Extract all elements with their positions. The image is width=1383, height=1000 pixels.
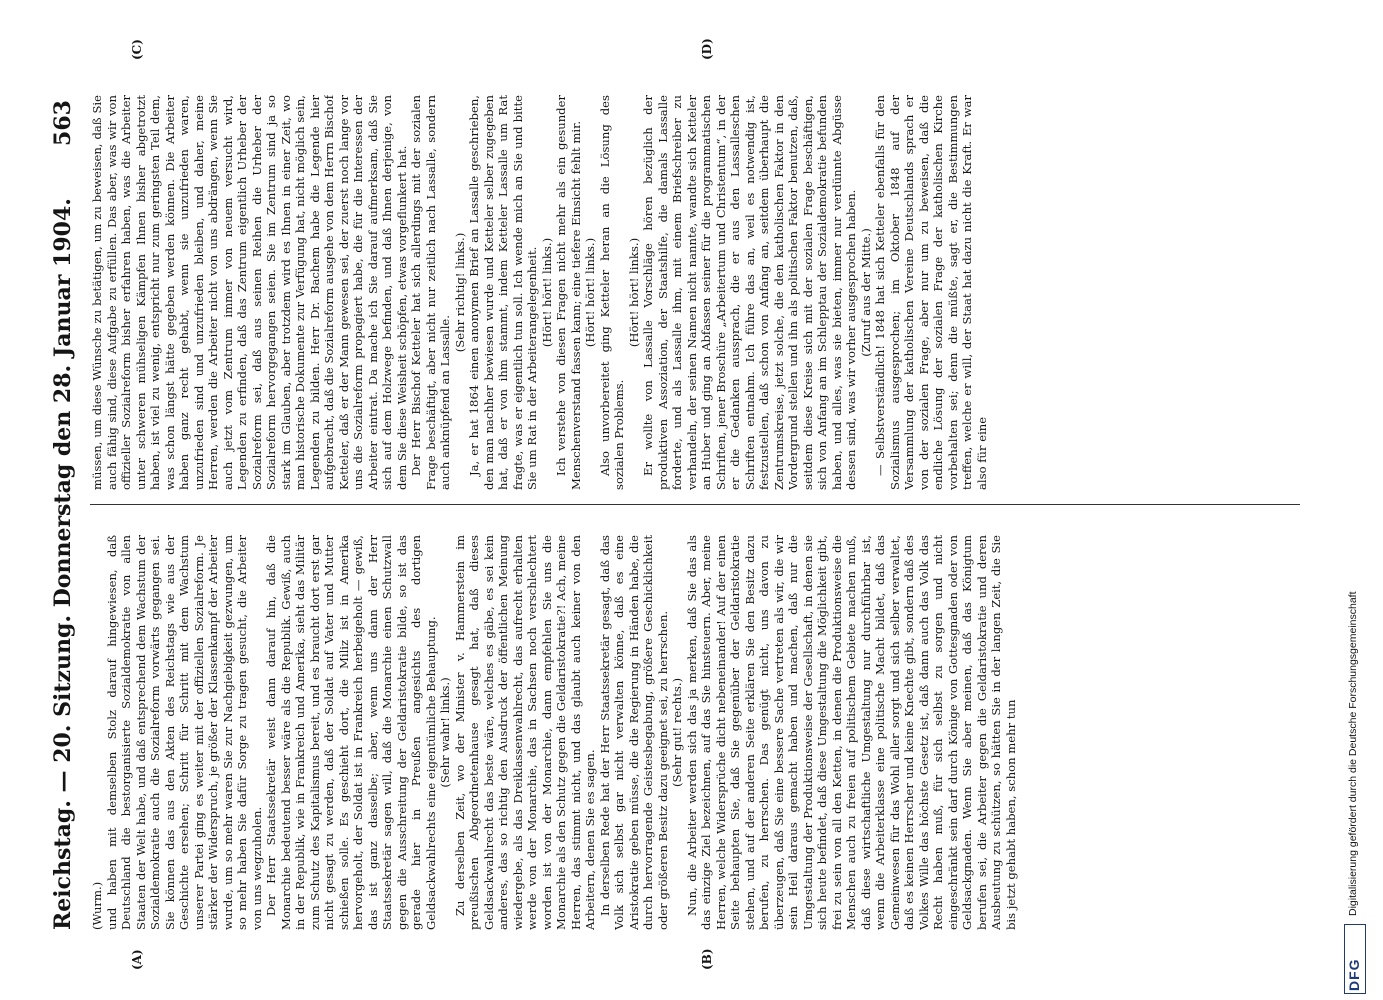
interjection: (Hört! hört! links.) xyxy=(539,237,554,348)
paragraph: Nun, die Arbeiter werden sich das ja merken, daß Sie das als das einzige Ziel bezeichnen, auf das Sie hinsteuern. Aber, meine Herren, welche Widersprüche dicht nebeneinander! Auf der einen Seite behaupten Sie, daß Sie gegenüber der Geldaristokratie stehen, und auf der anderen Seite erklären Sie den Besitz dazu berufen, zu herrschen. Das genügt nicht, uns davon zu überzeugen, daß Sie eine bessere Sache vertreten als wir, die wir sein Heil daraus gemacht haben und machen, daß nur die Umgestaltung der Produktionsweise der Gesellschaft, in denen sie sich heute befindet, daß diese Umgestaltung die Möglichkeit gibt, frei zu sein von all den Ketten, in denen die Produktionsweise die Menschen auch zu freien auf politischem Gebiete machen muß, daß diese wirtschaftliche Umgestaltung nur durchführbar ist, wenn die Arbeiterklasse eine politische Macht bildet, daß das Gemeinwesen für das Wohl aller sorgt und sich selber verwaltet, daß es keinen Herrscher und keine Knechte gibt, sondern daß des Volkes Wille das höchste Gesetz ist, daß dann auch das Volk das Recht haben muß, für sich selbst zu sorgen und nicht eingeschränkt sein darf durch Könige von Gottesgnaden oder von Geldsackgnaden. Wenn Sie aber meinen, daß das Königtum berufen sei, die Arbeiter gegen die Geldaristokratie und deren Ausbeutung zu schützen, so hätten Sie in der langen Zeit, die Sie bis jetzt gehabt haben, schon mehr tun xyxy=(684,535,1018,930)
dfg-logo xyxy=(1344,924,1366,994)
margin-letter-d: (D) xyxy=(700,38,714,60)
interjection: (Hört! hört! links.) xyxy=(583,237,597,348)
paragraph: müssen, um diese Wünsche zu betätigen, um zu beweisen, daß Sie auch fähig sind, diese Aufgabe zu erfüllen. Das aber, was wir von offizieller Sozialreform bisher erfahren haben, was die Arbeiter unter schweren mühseligen Kämpfen Ihnen bisher abgetrotzt haben, ist viel zu wenig, entspricht nur zum geringsten Teil dem, was schon längst hätte gegeben werden können. Die Arbeiter haben ganz recht gehabt, wenn sie unzufrieden waren, unzufrieden sind und unzufrieden bleiben, und daher, meine Herren, werden die Arbeiter nicht von uns abdrängen, wenn Sie auch jetzt vom Zentrum immer von neuem versucht wird, Legenden zu erfinden, daß das Zentrum eigentlich Urheber der Sozialreform sei, daß aus seinen Reihen die Urheber der Sozialreform hervorgegangen seien. Sie im Zentrum sind ja so stark im Glauben, aber trotzdem wird es Ihnen in einer Zeit, wo man historische Dokumente zur Verfügung hat, nicht möglich sein, Legenden zu bilden. Herr Dr. Bachem habe die Legende hier aufgebracht, daß die Sozialreform ausgehe von dem Herrn Bischof Ketteler, daß er der Mann gewesen sei, der zuerst noch lange vor uns die Sozialreform propagiert habe, die für die Interessen der Arbeiter eintrat. Da mache ich Sie darauf aufmerksam, daß Sie sich auf dem Holzwege befinden, und daß Ihnen derjenige, von dem Sie diese Weisheit schöpfen, etwas vorgeflunkert hat. xyxy=(90,95,409,490)
paragraph: Der Herr Bischof Ketteler hat sich allerdings mit der sozialen Frage beschäftigt, aber nicht nur zeitlich nach Lassalle, sondern auch anknüpfend an Lassalle. xyxy=(409,95,452,490)
margin-letter-a: (A) xyxy=(130,949,144,970)
page-number: 563 xyxy=(50,100,76,146)
footer-rotated xyxy=(1337,0,1383,1000)
column-divider xyxy=(90,504,1300,505)
paragraph: Ich verstehe von diesen Fragen nicht mehr als ein gesunder Menschenverstand fassen kann; eine tiefere Einsicht fehlt mir. xyxy=(554,95,583,490)
right-column xyxy=(90,95,1300,490)
paragraph: und haben mit demselben Stolz darauf hingewiesen, daß Deutschland die bestorganisierte Sozialdemokratie von allen Staaten der Welt habe, und daß entsprechend dem Wachstum der Sozialdemokratie auch die Sozialreform vorwärts gegangen sei. Sie können das aus den Akten des Reichstags wie aus der Geschichte ersehen; Schritt für Schritt mit dem Wachstum unserer Partei ging es weiter mit der offiziellen Sozialreform. Je stärker der Widerspruch, je größer der Klassenkampf der Arbeiter wurde, um so mehr waren Sie zur Nachgiebigkeit gezwungen, um so mehr haben Sie dafür Sorge zu tragen gesucht, die Arbeiter von uns wegzuholen. xyxy=(104,535,264,930)
paragraph: Er wollte von Lassalle Vorschläge hören bezüglich der produktiven Assoziation, der Staatshilfe, die damals Lassalle forderte, und als Lassalle ihm, mit einem Briefschreiber zu verhandeln, der seinen Namen nicht nannte, wandte sich Ketteler an Huber und ging an Abfassen seiner für die programmatischen Schriften, jener Broschüre „Arbeitertum und Christentum“, in der er die Gedanken aussprach, die er aus den Lassalleschen Schriften entnahm. Ich führe das an, weil es notwendig ist, festzustellen, daß schon von Anfang an, seitdem überhaupt die Zentrumskreise, jetzt solche, die den katholischen Faktor in den Vordergrund stellen und ihn als politischen Faktor benutzen, daß, seitdem diese Kreise sich mit der sozialen Frage beschäftigen, sich von Anfang an im Schlepptau der Sozialdemokratie befunden haben, und alles, was sie bieten, immer nur verdünnte Abgüsse dessen sind, was wir vorher ausgesprochen haben. xyxy=(641,95,858,490)
paragraph: Also unvorbereitet ging Ketteler heran an die Lösung des sozialen Problems. xyxy=(597,95,626,490)
footer-credit: Digitalisierung gefördert durch die Deutsche Forschungsgemeinschaft xyxy=(1347,591,1359,916)
left-column xyxy=(90,535,1300,930)
dfg-logo-text: DFG xyxy=(1346,958,1362,991)
margin-letter-b: (B) xyxy=(700,948,714,970)
interjection: (Zuruf aus der Mitte.) xyxy=(858,228,873,357)
paragraph: Ja, er hat 1864 einen anonymen Brief an Lassalle geschrieben, den man nachher bewiesen wurde und Ketteler selber zugegeben hat, daß er von ihm stammt, indem Ketteler Lassalle um Rat fragte, was er eigentlich tun soll. Ich wende mich an Sie und bitte Sie um Rat in der Arbeiterangelegenheit. xyxy=(467,95,539,490)
interjection: (Hört! hört! links.) xyxy=(626,237,641,348)
paragraph: Zu derselben Zeit, wo der Minister v. Hammerstein im preußischen Abgeordnetenhause gesagt hat, daß dieses Geldsackwahlrecht das beste wäre, welches es gäbe, es sei kein anderes, das so richtig den Ausdruck der öffentlichen Meinung wiedergebe, als das Dreiklassenwahlrecht, das aufrecht erhalten werde von der Monarchie, das in Sachsen noch verschlechtert worden ist von der Monarchie, dann empfehlen Sie uns die Monarchie als den Schutz gegen die Geldaristokratie?! Ach, meine Herren, das stimmt nicht, und das glaubt auch keiner von den Arbeitern, denen Sie es sagen. xyxy=(452,535,597,930)
paragraph: — Selbstverständlich! 1848 hat sich Ketteler ebenfalls für den Sozialismus ausgesprochen; im Oktober 1848 auf der Versammlung der katholischen Vereine Deutschlands sprach er von der sozialen Frage, aber nur um zu beweisen, daß die endliche Lösung der sozialen Frage der katholischen Kirche vorbehalten sei; denn die müßte, sagt er, die Bestimmungen treffen, welche er will, der Staat hat dazu nicht die Kraft. Er war also für eine xyxy=(873,95,989,490)
speaker-label: (Wurm.) xyxy=(90,881,104,930)
page-header xyxy=(38,100,88,930)
margin-letter-c: (C) xyxy=(130,39,144,60)
paragraph: In derselben Rede hat der Herr Staatssekretär gesagt, daß das Volk sich selbst gar nicht verwalten könne, daß es eine Aristokratie geben müsse, die die Regierung in Händen habe, die durch hervorragende Geistesbegabung, größere Geschicklichkeit oder größeren Besitz dazu geeignet sei, zu herrschen. xyxy=(597,535,670,930)
interjection: (Sehr gut! rechts.) xyxy=(670,677,684,788)
header-title: Reichstag. — 20. Sitzung. Donnerstag den 28. Januar 1904. xyxy=(50,198,76,930)
paragraph: Der Herr Staatssekretär weist dann darauf hin, daß die Monarchie bedeutend besser wäre als die Republik. Gewiß, auch in der Republik, wie in Frankreich und Amerika, sieht das Militär zum Schutz des Kapitalismus bereit, und es braucht dort erst gar nicht gesagt zu werden, daß der Soldat auf Vater und Mutter schießen solle. Es geschieht dort, die Miliz ist in Amerika hervorgeholt, der Soldat ist in Frankreich herbeigeholt — gewiß, das ist ganz dasselbe; aber, wenn uns dann der Herr Staatssekretär sagen will, daß die Monarchie einen Schutzwall gegen die Ausschreitung der Geldaristokratie bilde, so ist das gerade hier in Preußen angesichts des dortigen Geldsackwahlrechts eine eigentümliche Behauptung. xyxy=(264,535,438,930)
interjection: (Sehr wahr! links.) xyxy=(438,677,452,788)
interjection: (Sehr richtig! links.) xyxy=(452,232,467,353)
digitization-footer xyxy=(1337,0,1383,1000)
